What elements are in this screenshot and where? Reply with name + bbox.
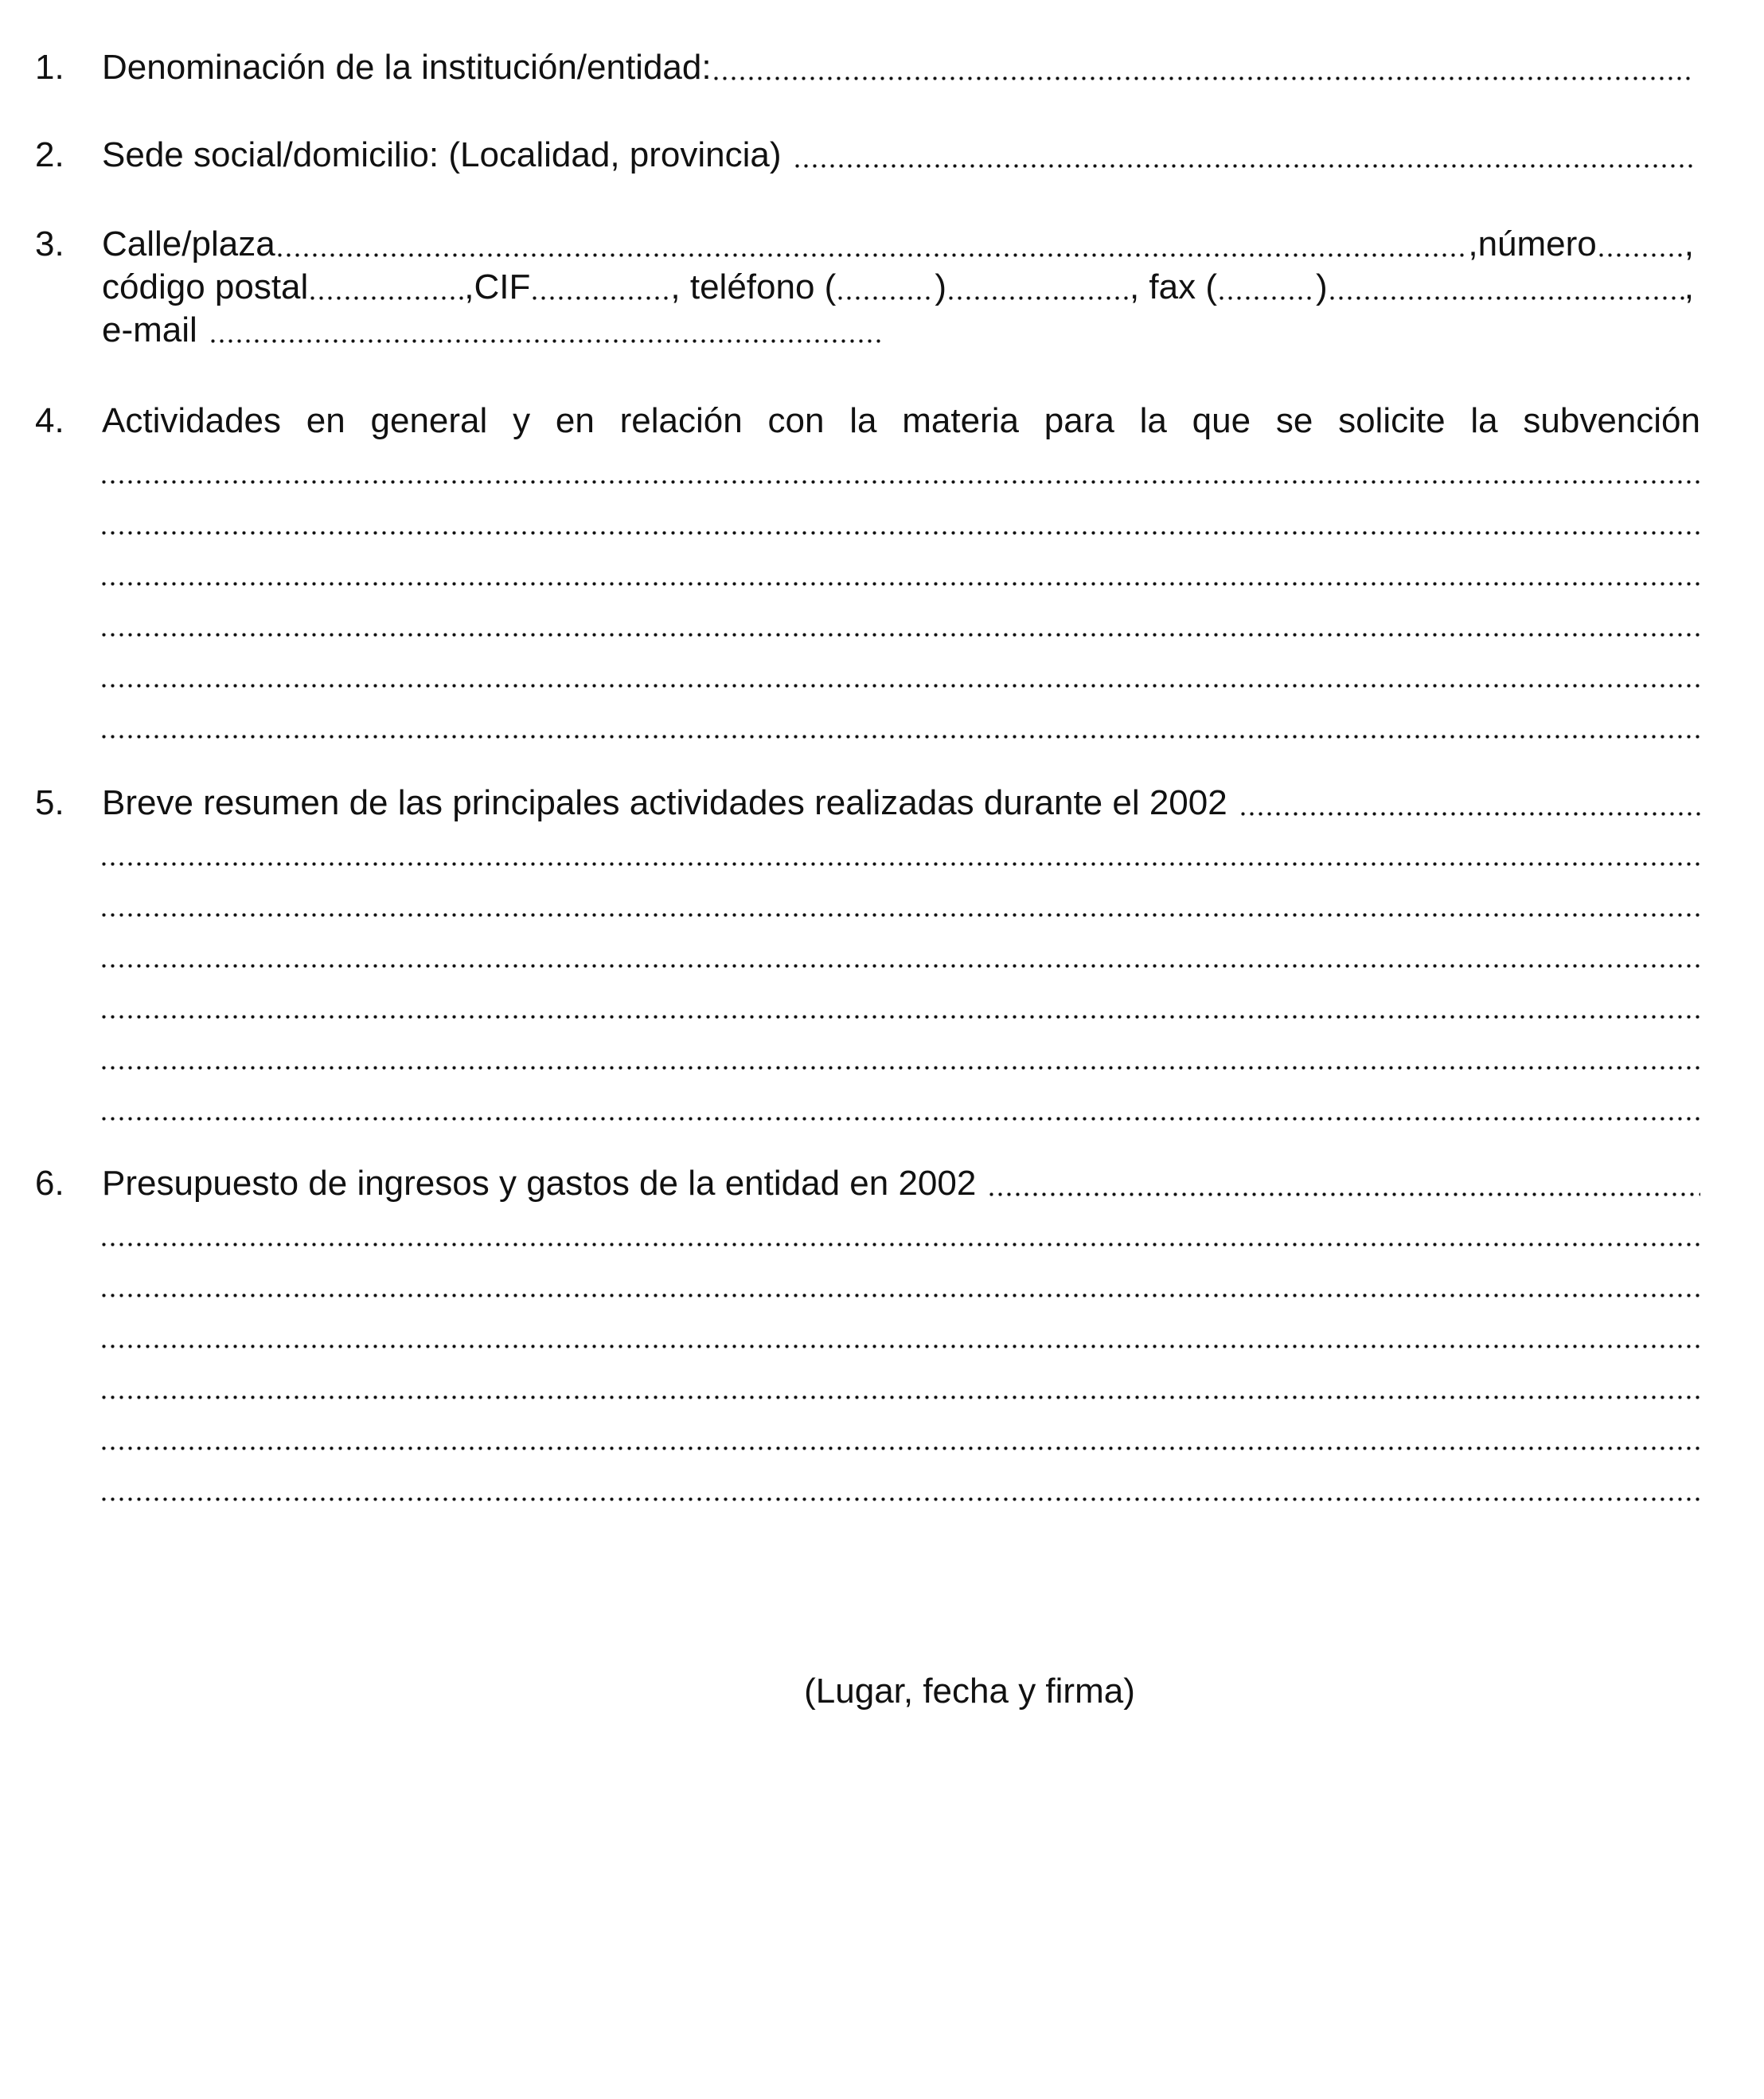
postal-code-label: código postal: [102, 267, 309, 306]
answer-line[interactable]: [102, 1079, 1700, 1130]
street-number-field[interactable]: [1597, 223, 1684, 266]
street-label: Calle/plaza: [102, 224, 275, 263]
answer-line[interactable]: [102, 1409, 1700, 1460]
email-label: e-mail: [102, 310, 197, 349]
answer-line[interactable]: [102, 646, 1700, 697]
answer-line[interactable]: [102, 595, 1700, 646]
number-label: ,número: [1468, 224, 1597, 263]
item-label: Sede social/domicilio: (Localidad, provincia): [102, 135, 782, 174]
comma-separator: ,: [1684, 267, 1694, 306]
cif-label: ,CIF: [464, 267, 531, 306]
item-number: 3.: [35, 224, 64, 263]
item-label: Denominación de la institución/entidad:: [102, 48, 712, 87]
answer-line[interactable]: [102, 1028, 1700, 1079]
item-number: 1.: [35, 48, 64, 87]
fax-field[interactable]: [1328, 266, 1684, 309]
phone-close-paren: ): [935, 267, 946, 306]
fax-close-paren: ): [1316, 267, 1328, 306]
item-label: Actividades en general y en relación con la materia para la que se solicite la subvención: [102, 401, 1700, 440]
item-number: 2.: [35, 135, 64, 174]
answer-line[interactable]: [102, 1307, 1700, 1358]
item-label: Breve resumen de las principales actividades realizadas durante el 2002: [102, 783, 1227, 822]
phone-field[interactable]: [946, 266, 1130, 309]
phone-label: , teléfono (: [670, 267, 837, 306]
answer-line[interactable]: [102, 927, 1700, 977]
fax-label: , fax (: [1129, 267, 1217, 306]
entity-name-field[interactable]: [712, 46, 1694, 89]
fax-prefix-field[interactable]: [1217, 266, 1316, 309]
answer-line[interactable]: [102, 1460, 1700, 1511]
answer-line[interactable]: [102, 1256, 1700, 1307]
cif-field[interactable]: [530, 266, 670, 309]
answer-line[interactable]: [102, 1358, 1700, 1409]
item-number: 4.: [35, 401, 64, 440]
phone-prefix-field[interactable]: [836, 266, 935, 309]
answer-line[interactable]: [102, 825, 1700, 876]
answer-line[interactable]: [1239, 782, 1700, 825]
headquarters-field[interactable]: [793, 134, 1694, 177]
answer-line[interactable]: [102, 443, 1700, 494]
item-label: Presupuesto de ingresos y gastos de la entidad en 2002: [102, 1164, 977, 1203]
signature-caption: (Lugar, fecha y firma): [804, 1672, 1135, 1711]
comma-separator: ,: [1684, 224, 1694, 263]
item-number: 6.: [35, 1164, 64, 1203]
answer-line[interactable]: [987, 1162, 1700, 1205]
answer-line[interactable]: [102, 876, 1700, 927]
answer-line[interactable]: [102, 544, 1700, 595]
street-field[interactable]: [275, 223, 1469, 266]
answer-line[interactable]: [102, 697, 1700, 748]
answer-line[interactable]: [102, 1205, 1700, 1256]
postal-code-field[interactable]: [308, 266, 464, 309]
answer-line[interactable]: [102, 977, 1700, 1028]
answer-line[interactable]: [102, 494, 1700, 544]
item-number: 5.: [35, 783, 64, 822]
email-field[interactable]: [209, 309, 882, 352]
